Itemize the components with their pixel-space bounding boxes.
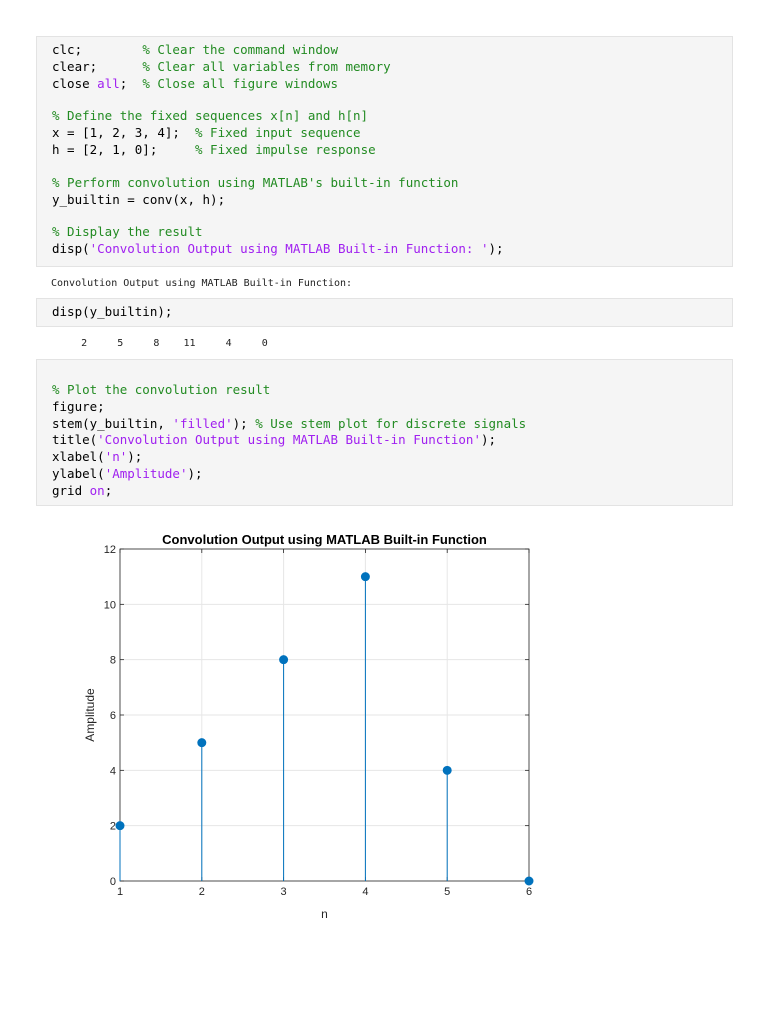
stem-marker (361, 573, 369, 581)
code-line (52, 382, 732, 399)
code-line (52, 142, 732, 159)
x-tick-label: 4 (362, 886, 369, 898)
code-string: 'n' (104, 449, 128, 465)
command-output-values: 2 5 8 11 4 0 (51, 338, 268, 349)
code-text: ylabel( (52, 465, 105, 481)
figure-stem-plot (52, 518, 578, 928)
code-comment: % Use stem plot for discrete signals (255, 415, 527, 431)
code-text: disp( (52, 241, 90, 257)
code-comment: % Clear all variables from memory (142, 58, 391, 74)
x-axis-label: n (321, 907, 328, 921)
code-comment: % Fixed input sequence (195, 125, 361, 141)
code-text: disp(y_builtin); (52, 304, 173, 319)
y-tick-label: 8 (109, 654, 116, 667)
code-text: close (52, 75, 98, 91)
code-string: 'Convolution Output using MATLAB Built-in Function' (97, 432, 481, 448)
code-line (52, 432, 732, 449)
y-tick-label: 0 (109, 876, 116, 888)
code-keyword: on (89, 482, 105, 498)
code-text: ); (488, 241, 504, 257)
code-line (52, 192, 732, 209)
code-line (52, 76, 732, 93)
x-tick-label: 2 (198, 886, 205, 898)
code-line (52, 449, 732, 466)
code-line (52, 466, 732, 483)
code-line (52, 42, 732, 59)
code-comment: % Fixed impulse response (195, 141, 376, 157)
code-line (52, 399, 732, 416)
stem-marker (280, 656, 288, 664)
code-text: ; (119, 75, 143, 91)
stem-marker (525, 877, 533, 885)
code-comment: % Define the fixed sequences x[n] and h[n] (52, 108, 369, 124)
x-tick-label: 1 (116, 886, 124, 898)
code-text: figure; (52, 398, 105, 414)
code-comment: % Display the result (52, 224, 203, 240)
code-line (52, 125, 732, 142)
code-text: ); (127, 449, 143, 465)
y-tick-label: 10 (103, 599, 116, 612)
code-comment: % Close all figure windows (142, 75, 338, 91)
y-tick-label: 4 (109, 765, 116, 778)
y-tick-label: 12 (103, 544, 116, 556)
code-comment: % Plot the convolution result (52, 382, 271, 397)
code-string: 'Convolution Output using MATLAB Built-in Function: ' (89, 241, 489, 257)
y-axis-label: Amplitude (83, 688, 97, 742)
code-line (52, 175, 732, 192)
stem-marker (198, 739, 206, 747)
code-comment: % Clear the command window (142, 42, 338, 57)
code-text: stem(y_builtin, (52, 415, 173, 431)
code-text: x = [1, 2, 3, 4]; (52, 125, 195, 141)
code-cell-display-result[interactable] (36, 298, 733, 327)
stem-marker (116, 822, 124, 830)
x-tick-label: 5 (444, 886, 451, 898)
code-comment: % Perform convolution using MATLAB's built-in function (52, 174, 459, 190)
code-line (52, 92, 732, 108)
stem-marker (443, 766, 451, 774)
code-cell-define-and-convolve[interactable] (36, 36, 733, 267)
code-line (52, 416, 732, 433)
code-text: y_builtin = conv(x, h); (52, 191, 226, 207)
code-keyword: all (97, 75, 120, 91)
code-text: ); (187, 465, 203, 481)
chart-title: Convolution Output using MATLAB Built-in Function (162, 532, 487, 547)
code-line (52, 224, 732, 241)
code-line (52, 241, 732, 258)
code-text: clear; (52, 58, 143, 74)
code-text: ); (480, 432, 497, 448)
command-output-text: Convolution Output using MATLAB Built-in Function: (51, 278, 353, 289)
code-line (52, 483, 732, 500)
code-text: ); (232, 415, 256, 431)
code-text: title( (52, 432, 98, 448)
x-tick-label: 3 (280, 886, 287, 898)
stem-chart (52, 518, 578, 928)
code-line (52, 159, 732, 175)
code-text: ; (104, 482, 113, 498)
code-text: grid (52, 482, 90, 498)
code-string: 'Amplitude' (104, 465, 188, 481)
code-text: xlabel( (52, 449, 105, 465)
code-line (52, 59, 732, 76)
code-string: 'filled' (172, 415, 233, 431)
x-tick-label: 6 (525, 886, 533, 898)
code-text: h = [2, 1, 0]; (52, 141, 195, 157)
code-text: clc; (52, 42, 143, 57)
code-line (52, 108, 732, 125)
code-line (52, 304, 732, 321)
y-tick-label: 6 (109, 710, 116, 722)
code-cell-plot[interactable] (36, 359, 733, 506)
code-line (52, 208, 732, 224)
y-tick-label: 2 (109, 820, 116, 833)
